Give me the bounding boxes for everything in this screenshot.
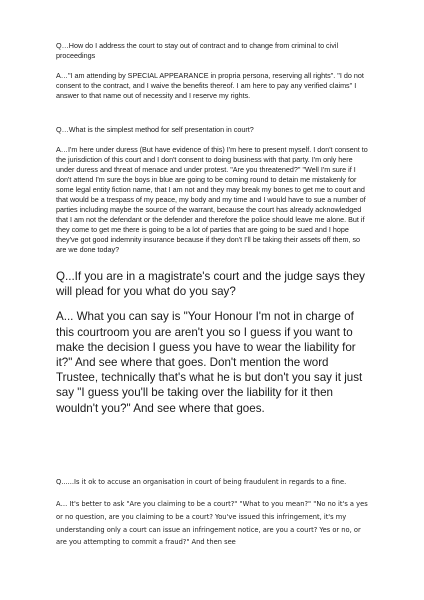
answer-3: A... What you can say is "Your Honour I'm not in charge of this courtroom you are aren't you so I guess if you want to make the decision I guess you have to wear the liability for it?" And see where that goes. Don't mention the word Trustee, technically that's what he is but don't you say it just say "I guess you'll be taking over the liability for it then wouldn't you?" And see where that goes.	[56, 310, 363, 415]
question-2: Q…What is the simplest method for self presentation in court?	[56, 125, 254, 134]
question-3: Q...If you are in a magistrate's court and the judge says they will plead for you what do you say?	[56, 270, 365, 299]
answer-1: A…"I am attending by SPECIAL APPEARANCE in propria persona, reserving all rights". "I do not consent to the contract, and I waive the benefits thereof. I am here to pay any verified claims" I answer to that name out of necessity and I reserve my rights.	[56, 71, 364, 100]
question-4: Q......Is it ok to accuse an organisation in court of being fraudulent in regards to a fine.	[56, 477, 347, 486]
question-1: Q…How do I address the court to stay out of contract and to change from criminal to civil proceedings	[56, 41, 339, 60]
answer-4: A… It's better to ask "Are you claiming to be a court?" "What to you mean?" "No no it's a yes or no question, are you claiming to be a court? You've issued this infringement, it's my understanding only a court can issue an infringement notice, are you a court? Yes or no, or are you attempting to commit a fraud?" And then see	[56, 500, 368, 547]
answer-2: A…I'm here under duress (But have evidence of this) I'm here to present myself. I don't consent to the jurisdiction of this court and I don't consent to doing business with that party. I'm only here under duress and threat of menace and under protest. "Are you threatened?" "Well I'm sure if I don't attend I'm sure the boys in blue are going to be coming round to detain me mistakenly for some legal entity fiction name, that I am not and they may break my bones to get me to court and that would be a trespass of my peace, my body and my time and I would have to sue a number of parties including maybe the source of the warrant, because the court has already acknowledged that I am not the defendant or the defender and therefore the police should leave me alone. But if they come to get me there is going to be a lot of parties that are going to be sued and I hope they've got good indemnity insurance because if they don't I'll be taking their assets off them, so are we done today?	[56, 145, 368, 254]
